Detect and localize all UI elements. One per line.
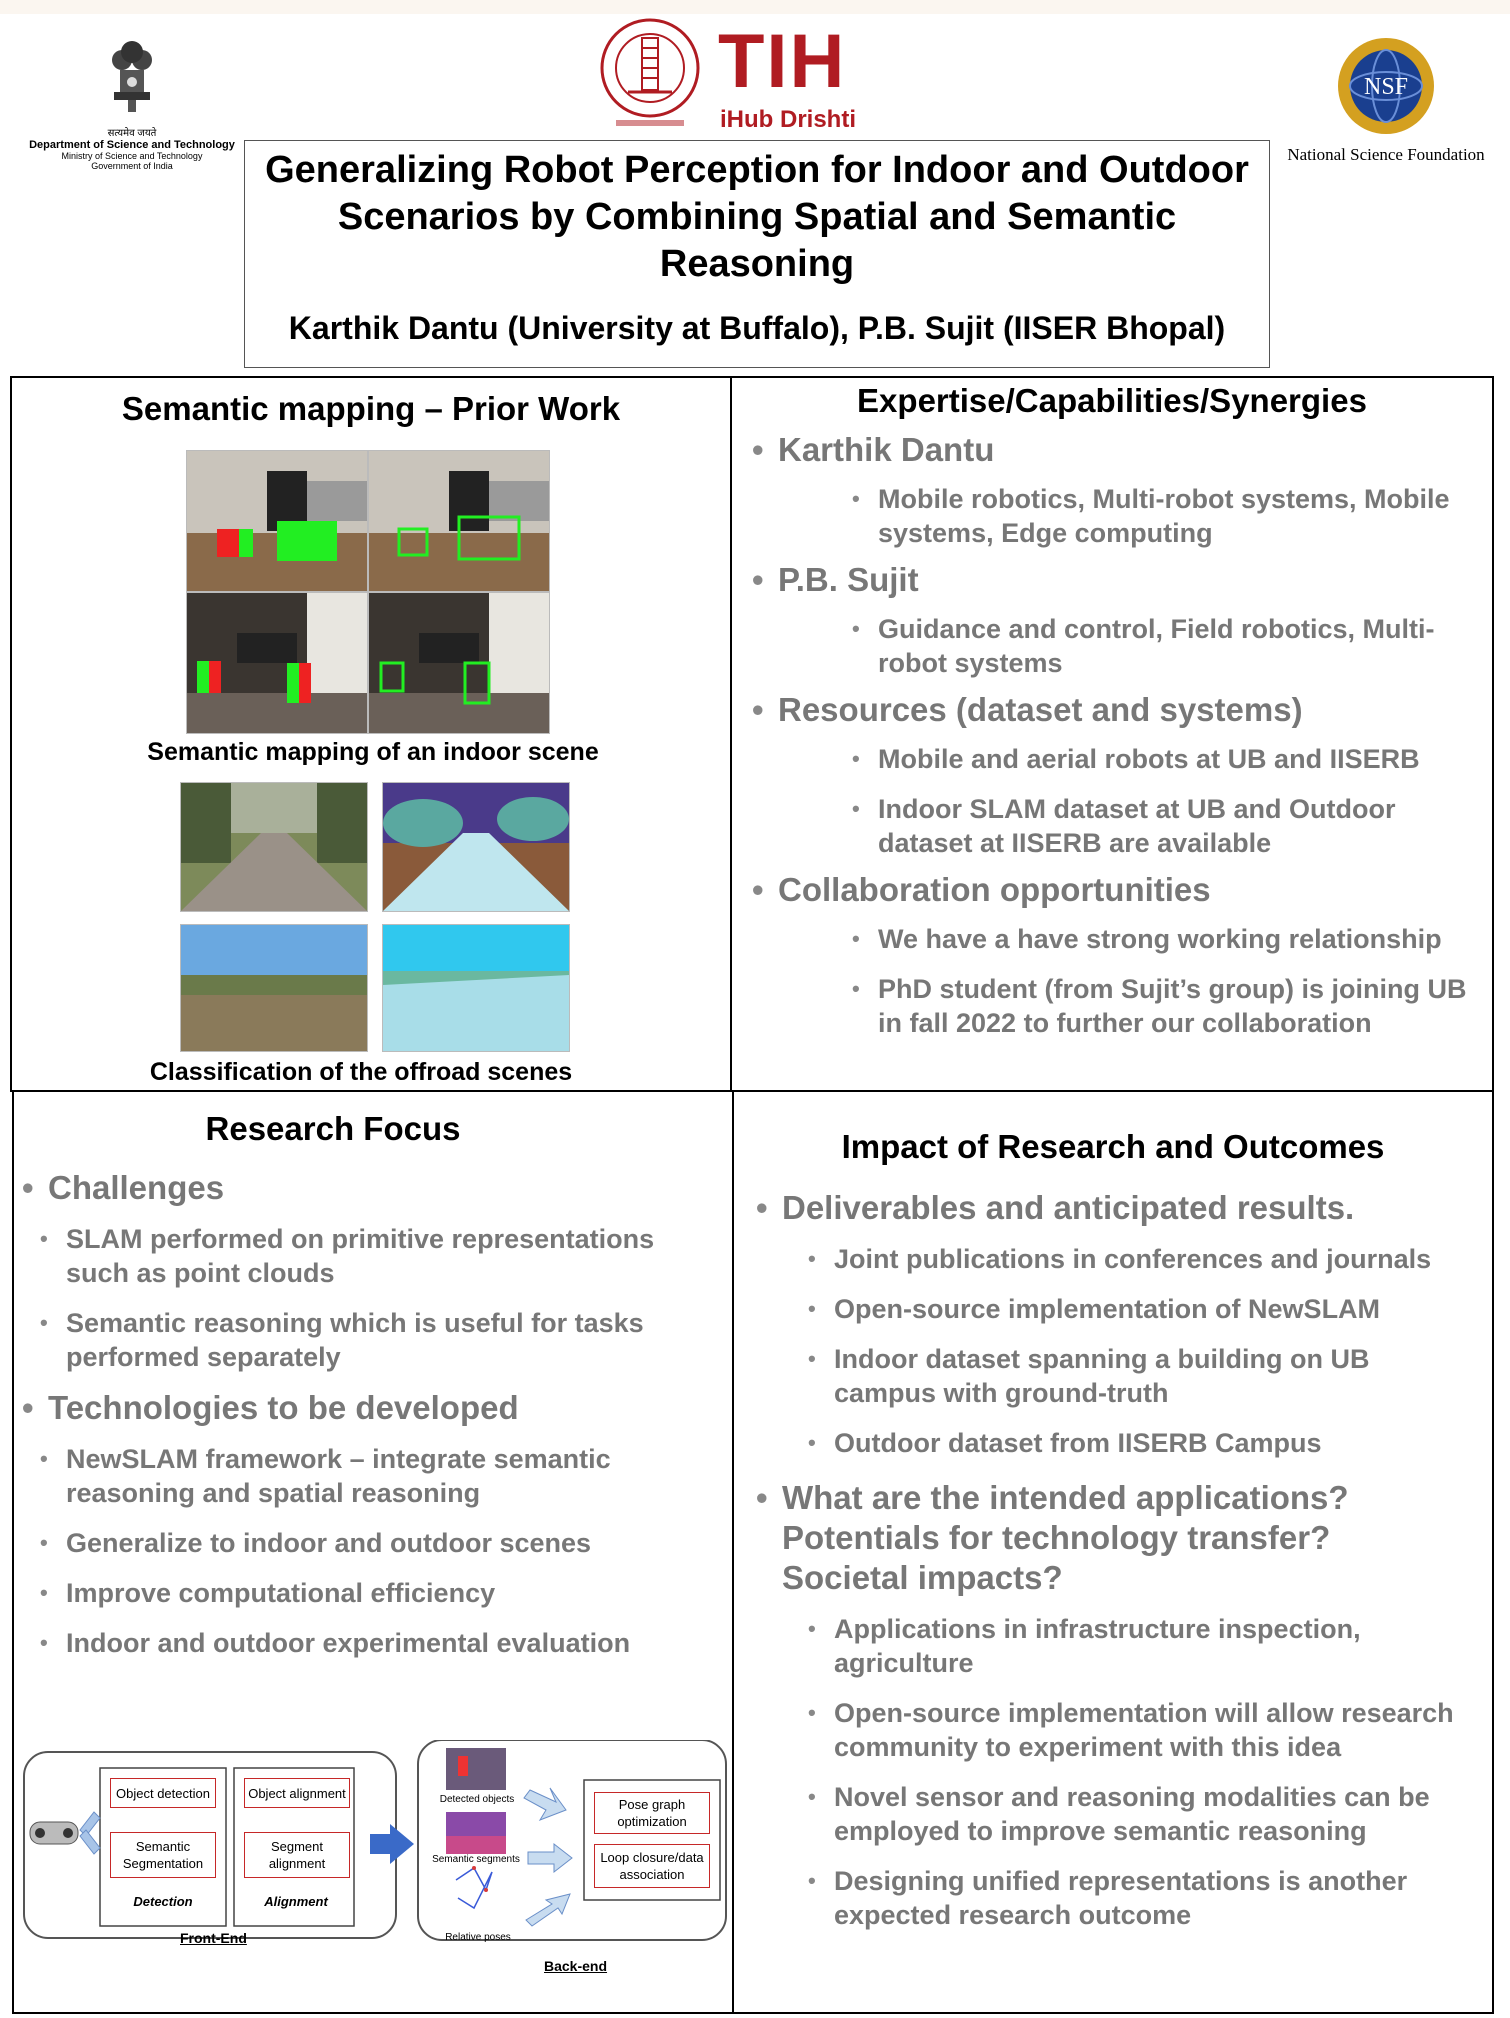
impact-item: • Indoor dataset spanning a building on UB campus with ground-truth bbox=[834, 1342, 1462, 1410]
offroad-caption: Classification of the offroad scenes bbox=[149, 1058, 573, 1086]
impact-panel bbox=[732, 1090, 1494, 2014]
indoor-image-2 bbox=[368, 450, 550, 592]
newslam-diagram bbox=[18, 1740, 730, 1990]
segment-alignment-box: Segment alignment bbox=[244, 1832, 350, 1878]
semantic-segments-label: Semantic segments bbox=[432, 1854, 520, 1865]
alignment-label: Alignment bbox=[264, 1894, 328, 1909]
dst-logo bbox=[22, 30, 242, 171]
impact-item: • Joint publications in conferences and journals bbox=[834, 1242, 1462, 1276]
focus-item: • Improve computational efficiency bbox=[66, 1576, 708, 1610]
offroad-seg-1 bbox=[382, 782, 570, 912]
expertise-group-label: • Resources (dataset and systems) bbox=[778, 690, 1478, 730]
impact-list bbox=[782, 1188, 1462, 1932]
focus-item: • Generalize to indoor and outdoor scenes bbox=[66, 1526, 708, 1560]
impact-item: • Outdoor dataset from IISERB Campus bbox=[834, 1426, 1462, 1460]
tih-subtitle: iHub Drishti bbox=[720, 106, 856, 133]
expertise-group-label: • Karthik Dantu bbox=[778, 430, 1478, 470]
expertise-item: • Guidance and control, Field robotics, Multi-robot systems bbox=[878, 612, 1478, 680]
impact-item: • Novel sensor and reasoning modalities can be employed to improve semantic reasoning bbox=[834, 1780, 1462, 1848]
impact-item: • Open-source implementation of NewSLAM bbox=[834, 1292, 1462, 1326]
offroad-image-2 bbox=[180, 924, 368, 1052]
expertise-group-label: • Collaboration opportunities bbox=[778, 870, 1478, 910]
expertise-group-label: • P.B. Sujit bbox=[778, 560, 1478, 600]
focus-item: • SLAM performed on primitive representations such as point clouds bbox=[66, 1222, 708, 1290]
offroad-image-1 bbox=[180, 782, 368, 912]
detection-label: Detection bbox=[133, 1894, 193, 1909]
expertise-item: • Mobile and aerial robots at UB and IISERB bbox=[878, 742, 1478, 776]
dst-motto: सत्यमेव जयते bbox=[107, 128, 157, 139]
loop-closure-box: Loop closure/data association bbox=[594, 1844, 710, 1888]
impact-group-label: • What are the intended applications? Potentials for technology transfer? Societal impacts? bbox=[782, 1478, 1462, 1598]
relative-poses-label: Relative poses bbox=[445, 1932, 511, 1943]
top-band bbox=[0, 0, 1510, 14]
title-box bbox=[244, 140, 1270, 368]
impact-group-label: • Deliverables and anticipated results. bbox=[782, 1188, 1462, 1228]
poster-authors: Karthik Dantu (University at Buffalo), P.B. Sujit (IISER Bhopal) bbox=[288, 310, 1226, 346]
national-emblem-icon bbox=[100, 30, 164, 118]
research-focus-list bbox=[48, 1168, 708, 1660]
focus-item: • Indoor and outdoor experimental evaluation bbox=[66, 1626, 708, 1660]
expertise-list bbox=[778, 430, 1478, 1040]
prior-work-panel bbox=[10, 376, 732, 1092]
focus-item: • NewSLAM framework – integrate semantic reasoning and spatial reasoning bbox=[66, 1442, 708, 1510]
indoor-image-1 bbox=[186, 450, 368, 592]
indoor-image-3 bbox=[186, 592, 368, 734]
dst-govt: Government of India bbox=[91, 161, 173, 171]
tih-logo bbox=[598, 16, 878, 134]
nsf-logo bbox=[1276, 36, 1496, 165]
indoor-image-4 bbox=[368, 592, 550, 734]
research-focus-heading: Research Focus bbox=[205, 1110, 461, 1147]
focus-group-label: • Technologies to be developed bbox=[48, 1388, 708, 1428]
iit-seal-icon bbox=[598, 16, 702, 134]
nsf-name: National Science Foundation bbox=[1287, 145, 1485, 164]
prior-work-heading: Semantic mapping – Prior Work bbox=[121, 390, 621, 427]
expertise-item: • PhD student (from Sujit’s group) is joining UB in fall 2022 to further our collaboration bbox=[878, 972, 1478, 1040]
expertise-item: • Indoor SLAM dataset at UB and Outdoor dataset at IISERB are available bbox=[878, 792, 1478, 860]
svg-text:NSF: NSF bbox=[1363, 74, 1409, 100]
object-alignment-box: Object alignment bbox=[244, 1778, 350, 1808]
expertise-heading: Expertise/Capabilities/Synergies bbox=[857, 382, 1367, 419]
impact-item: • Open-source implementation will allow research community to experiment with this idea bbox=[834, 1696, 1462, 1764]
tih-wordmark: TIH bbox=[718, 19, 847, 104]
focus-group-label: • Challenges bbox=[48, 1168, 708, 1208]
nsf-globe-icon bbox=[1336, 36, 1436, 136]
detected-objects-label: Detected objects bbox=[439, 1794, 515, 1805]
front-end-label: Front-End bbox=[180, 1930, 247, 1946]
poster-title: Generalizing Robot Perception for Indoor and Outdoor Scenarios by Combining Spatial and Semantic Reasoning bbox=[265, 149, 1249, 285]
dst-ministry: Ministry of Science and Technology bbox=[61, 151, 203, 161]
object-detection-box: Object detection bbox=[110, 1778, 216, 1808]
dst-name: Department of Science and Technology bbox=[29, 139, 235, 151]
offroad-seg-2 bbox=[382, 924, 570, 1052]
pose-graph-box: Pose graph optimization bbox=[594, 1792, 710, 1834]
back-end-label: Back-end bbox=[544, 1958, 608, 1974]
indoor-caption: Semantic mapping of an indoor scene bbox=[147, 738, 599, 766]
semantic-segmentation-box: Semantic Segmentation bbox=[110, 1832, 216, 1878]
expertise-panel bbox=[730, 376, 1494, 1092]
impact-heading: Impact of Research and Outcomes bbox=[841, 1128, 1385, 1165]
expertise-item: • We have a have strong working relationship bbox=[878, 922, 1478, 956]
impact-item: • Applications in infrastructure inspection, agriculture bbox=[834, 1612, 1462, 1680]
expertise-item: • Mobile robotics, Multi-robot systems, Mobile systems, Edge computing bbox=[878, 482, 1478, 550]
focus-item: • Semantic reasoning which is useful for tasks performed separately bbox=[66, 1306, 708, 1374]
impact-item: • Designing unified representations is another expected research outcome bbox=[834, 1864, 1462, 1932]
